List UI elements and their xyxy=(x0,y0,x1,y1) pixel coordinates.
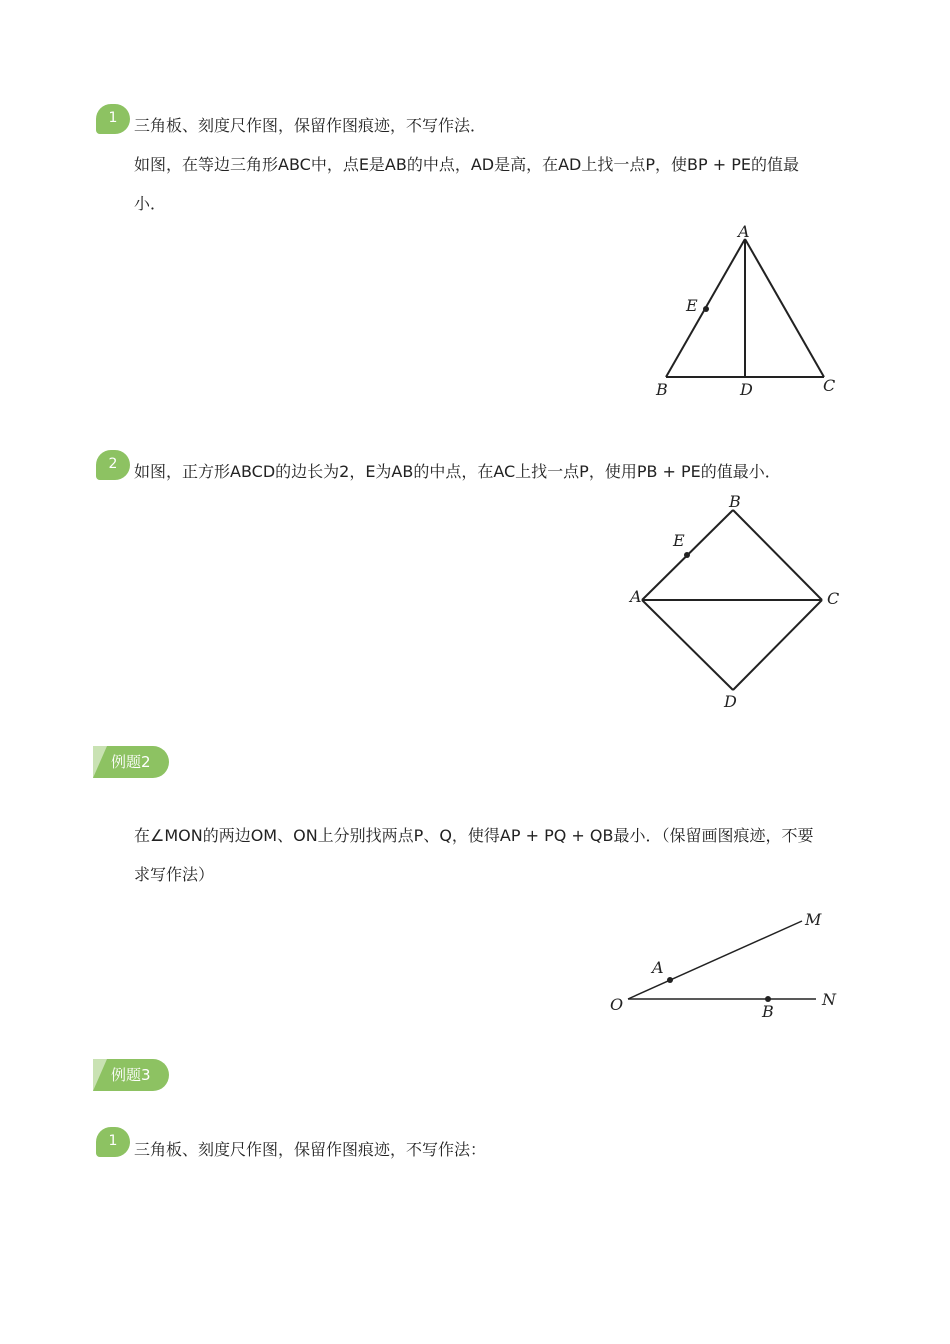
question-text-line2: 小． xyxy=(134,194,167,213)
label-A: A xyxy=(738,222,750,241)
square-figure xyxy=(620,490,860,715)
angle-figure xyxy=(600,905,850,1025)
label-A: A xyxy=(630,587,642,606)
question-number-badge: 1 xyxy=(96,104,130,134)
label-D: D xyxy=(724,692,737,711)
equilateral-triangle-figure xyxy=(640,220,860,410)
example-text-line1: 在∠MON的两边OM、ON上分别找两点P、Q，使得AP + PQ + QB最小．（保留画图痕迹，不要 xyxy=(134,826,814,845)
example-tag xyxy=(93,1059,169,1091)
label-C: C xyxy=(827,589,840,608)
question-number-badge: 1 xyxy=(96,1127,130,1157)
label-O: O xyxy=(610,995,624,1014)
instruction-text: 三角板、刻度尺作图，保留作图痕迹，不写作法： xyxy=(134,1140,487,1159)
example-text-line2: 求写作法） xyxy=(134,865,215,884)
label-B: B xyxy=(656,380,668,399)
label-M: M xyxy=(805,910,822,929)
question-text: 如图，正方形ABCD的边长为2，E为AB的中点，在AC上找一点P，使用PB + PE的值最小． xyxy=(134,462,781,481)
label-C: C xyxy=(823,376,836,395)
label-N: N xyxy=(822,990,836,1009)
label-B: B xyxy=(762,1002,774,1021)
label-D: D xyxy=(740,380,753,399)
question-text-line1: 如图，在等边三角形ABC中，点E是AB的中点，AD是高，在AD上找一点P，使BP + PE的值最 xyxy=(134,155,799,174)
example-tag-label: 例题2 xyxy=(111,753,151,771)
instruction-text: 三角板、刻度尺作图，保留作图痕迹，不写作法． xyxy=(134,116,487,135)
example-tag-label: 例题3 xyxy=(111,1066,151,1084)
example-tag xyxy=(93,746,169,778)
label-A: A xyxy=(652,958,664,977)
label-E: E xyxy=(686,296,698,315)
question-number-badge: 2 xyxy=(96,450,130,480)
label-B: B xyxy=(729,492,741,511)
label-E: E xyxy=(673,531,685,550)
